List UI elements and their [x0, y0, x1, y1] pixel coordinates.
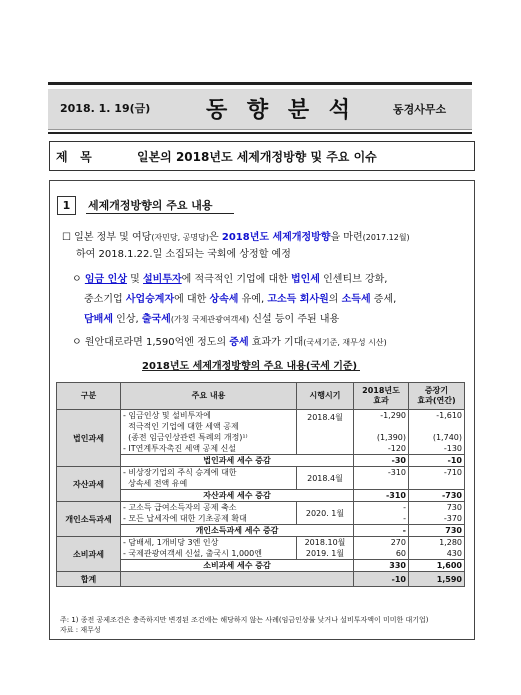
value: 270: [390, 538, 406, 547]
paragraph-1-line-2: 하여 2018.1.22.일 소집되는 국회에 상정할 예정: [76, 249, 291, 260]
p1-highlight: 2018년도 세제개정방향: [221, 232, 331, 243]
th-period: 시행시기: [297, 383, 354, 410]
square-bullet: ☐: [62, 232, 71, 243]
item-line: - 비상장기업의 주식 승계에 대한: [123, 468, 237, 477]
footnote: 주: 1) 종전 공제조건은 충족하지만 변경된 조건에는 해당하지 않는 사례(임금인상률 낮거나 설비투자액이 미미한 대기업): [60, 616, 429, 624]
period-line: 2018.10월: [304, 538, 346, 547]
circle-bullet: ㅇ: [72, 337, 82, 348]
subtotal-efflong: 1,600: [409, 560, 465, 572]
subject-title: 일본의 2018년도 세제개정방향 및 주요 이슈: [137, 150, 377, 164]
efflong-cell: [409, 502, 465, 525]
period-cell: [297, 537, 354, 560]
p3-t: 원안대로라면 1,590억엔 정도의: [84, 337, 230, 348]
item-line: 상속세 전액 유예: [123, 479, 188, 488]
content-cell: [121, 502, 297, 525]
item-line: - 담배세, 1개비당 3엔 인상: [123, 538, 219, 547]
subtotal-eff2018: -30: [354, 455, 409, 467]
p2-t: 인센티브 강화,: [319, 274, 388, 285]
p2-t: 증세,: [370, 294, 397, 305]
table-row: [57, 537, 465, 560]
efflong-cell: [409, 537, 465, 560]
p2-t: 인상,: [112, 314, 142, 325]
p2-kw-wage: 임금 인상: [84, 274, 127, 285]
item-line: - 국제관광여객세 신설, 출국시 1,000엔: [123, 549, 262, 558]
p1-text-a: 일본 정부 및 여당: [74, 232, 152, 243]
table-row: [57, 467, 465, 490]
table-header-row: [57, 383, 465, 410]
p1-text-b: (자민당, 공명당): [151, 233, 210, 242]
p3-kw-taxincrease: 증세: [229, 337, 249, 348]
report-org: 동경사무소: [393, 103, 447, 116]
p2-t: 중소기업: [84, 294, 126, 305]
item-line: (종전 임금인상관련 특례의 개정)¹⁾: [123, 433, 248, 442]
subject-label: 제 목: [56, 150, 92, 164]
p2-kw-invest: 설비투자: [143, 274, 182, 285]
total-row: [57, 572, 465, 587]
value: 730: [446, 503, 462, 512]
value: -310: [387, 468, 406, 477]
subtotal-eff2018: -310: [354, 490, 409, 502]
period-line: 2019. 1월: [305, 549, 345, 558]
value: -: [403, 514, 406, 523]
p3-t: (국세기준, 재무성 시산): [303, 338, 387, 347]
table-caption-underline: [142, 370, 360, 371]
subtotal-eff2018: -: [354, 525, 409, 537]
subtotal-label: 자산과세 세수 증감: [121, 490, 354, 502]
header-bottom-rule: [48, 132, 472, 134]
th-eff2018: 2018년도 효과: [354, 383, 409, 410]
th-efflong: 증장기 효과(연간): [409, 383, 465, 410]
item-line: - IT연계투자촉진 세액 공제 신설: [123, 444, 237, 453]
p2-t: 에 대한: [174, 294, 210, 305]
category-cell: 자산과세: [57, 467, 121, 502]
p3-t: 효과가 기대: [248, 337, 304, 348]
paragraph-2-line-2: [84, 290, 396, 305]
subtotal-eff2018: 330: [354, 560, 409, 572]
subtotal-label: 법인과세 세수 증감: [121, 455, 354, 467]
value: (1,390): [376, 433, 406, 442]
item-line: - 모든 납세자에 대한 기초공제 확대: [123, 514, 247, 523]
period-cell: 2018.4월: [297, 410, 354, 455]
p2-kw-corptax: 법인세: [290, 274, 320, 285]
value: -370: [443, 514, 462, 523]
subtotal-efflong: 730: [409, 525, 465, 537]
p2-t: 및: [126, 274, 144, 285]
content-cell: [121, 467, 297, 490]
p2-kw-incometax: 소득세: [341, 294, 371, 305]
eff2018-cell: [354, 467, 409, 490]
source-note: 자료 : 재무성: [60, 626, 101, 634]
category-cell: 법인과세: [57, 410, 121, 467]
item-line: - 임금인상 및 설비투자에: [123, 411, 211, 420]
p2-t: (가칭 국제관광여객세): [170, 315, 250, 324]
eff2018-cell: [354, 502, 409, 525]
p2-kw-highincome: 고소득 회사원: [267, 294, 329, 305]
item-line: 적극적인 기업에 대한 세액 공제: [123, 422, 239, 431]
section-underline: [86, 213, 234, 214]
value: (1,740): [432, 433, 462, 442]
p2-t: 신설 등이 주된 내용: [249, 314, 340, 325]
report-date: 2018. 1. 19(금): [60, 102, 151, 115]
category-cell: 소비과세: [57, 537, 121, 572]
item-line: - 고소득 급여소득자의 공제 축소: [123, 503, 237, 512]
table-row: [57, 502, 465, 525]
value: -1,290: [380, 411, 406, 420]
p1-text-c: 은: [209, 232, 222, 243]
eff2018-cell: [354, 410, 409, 455]
paragraph-2-line-3: [84, 310, 339, 325]
subtotal-efflong: -730: [409, 490, 465, 502]
value: [356, 421, 406, 432]
tax-table: [56, 382, 465, 587]
total-eff2018: -10: [354, 572, 409, 587]
paragraph-1-line-1: [62, 228, 410, 243]
paragraph-2-line-1: [72, 270, 387, 285]
subtotal-label: 소비과세 세수 증감: [121, 560, 354, 572]
content-cell: [121, 410, 297, 455]
paragraph-3: [72, 333, 387, 348]
value: [411, 421, 462, 432]
value: 1,280: [439, 538, 462, 547]
period-cell: 2018.4월: [297, 467, 354, 490]
eff2018-cell: [354, 537, 409, 560]
value: [356, 478, 406, 489]
p1-text-f: (2017.12월): [362, 233, 410, 242]
report-title: 동 향 분 석: [206, 98, 356, 123]
efflong-cell: [409, 410, 465, 455]
section-title: 세제개정방향의 주요 내용: [88, 199, 213, 212]
p2-t: 에 적극적인 기업에 대한: [181, 274, 291, 285]
th-category: 구분: [57, 383, 121, 410]
p2-kw-successor: 사업승계자: [125, 294, 175, 305]
p2-t: 의: [328, 294, 342, 305]
value: -710: [443, 468, 462, 477]
category-cell: 개인소득과세: [57, 502, 121, 537]
header-top-rule: [48, 82, 472, 85]
p2-kw-tobacco: 담배세: [84, 314, 113, 325]
p2-t: 유예,: [238, 294, 268, 305]
circle-bullet: ㅇ: [72, 274, 82, 285]
subtotal-efflong: -10: [409, 455, 465, 467]
content-cell: [121, 537, 297, 560]
value: -1,610: [436, 411, 462, 420]
value: -120: [387, 444, 406, 453]
th-content: 주요 내용: [121, 383, 297, 410]
value: 60: [395, 549, 406, 558]
total-efflong: 1,590: [409, 572, 465, 587]
value: 430: [446, 549, 462, 558]
p1-text-e: 을 마련: [330, 232, 363, 243]
total-spacer: [121, 572, 354, 587]
value: -130: [443, 444, 462, 453]
total-label: 합계: [57, 572, 121, 587]
subtotal-label: 개인소득과세 세수 증감: [121, 525, 354, 537]
table-caption: 2018년도 세제개정방향의 주요 내용(국세 기준): [142, 361, 358, 372]
section-number: 1: [57, 196, 76, 215]
table-row: [57, 410, 465, 455]
p2-kw-departure: 출국세: [141, 314, 171, 325]
p2-kw-inherit: 상속세: [209, 294, 239, 305]
value: -: [403, 503, 406, 512]
value: [411, 478, 462, 489]
period-cell: 2020. 1월: [297, 502, 354, 525]
efflong-cell: [409, 467, 465, 490]
